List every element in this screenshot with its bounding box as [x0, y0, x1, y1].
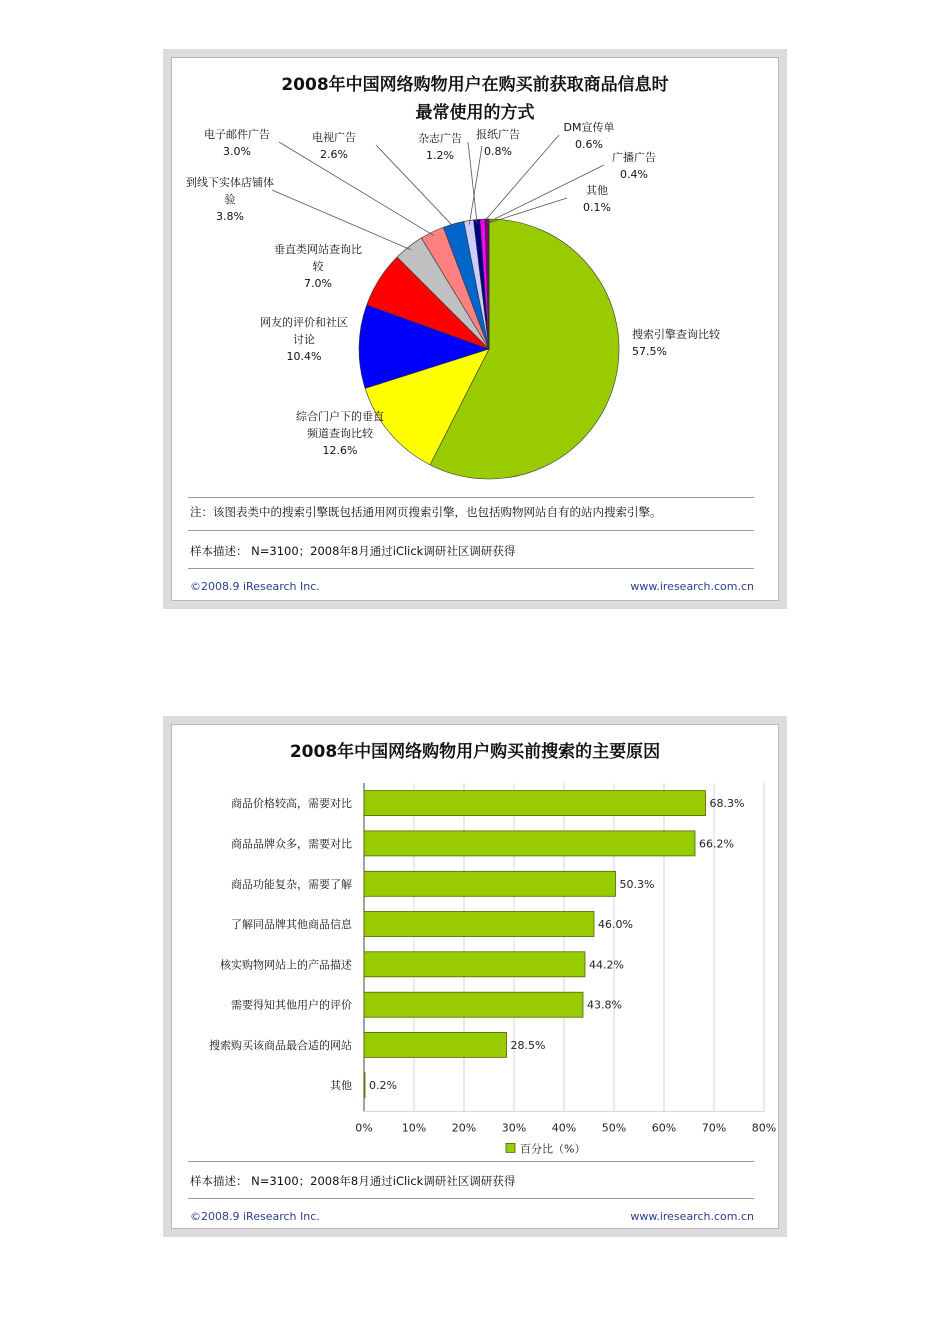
pie-category-label: 其他	[586, 184, 608, 197]
pie-chart-frame	[171, 57, 779, 601]
bar-value-label: 46.0%	[598, 918, 633, 931]
pie-category-label: 较	[312, 260, 324, 273]
bar-category-label: 其他	[330, 1079, 352, 1093]
website: www.iresearch.com.cn	[630, 580, 754, 593]
bar-chart-frame	[171, 724, 779, 1229]
legend-swatch	[506, 1143, 515, 1152]
bar-category-label: 商品价格较高，需要对比	[231, 797, 352, 811]
x-tick-label: 40%	[551, 1121, 577, 1135]
bar	[364, 1073, 365, 1098]
x-tick-label: 70%	[701, 1121, 727, 1135]
pie-value-label: 0.4%	[620, 168, 648, 181]
bar	[364, 871, 616, 896]
pie-chart-sample: 样本描述： N=3100；2008年8月通过iClick调研社区调研获得	[190, 544, 516, 558]
pie-chart-title-line2: 最常使用的方式	[415, 103, 535, 123]
divider	[188, 1198, 754, 1199]
bar	[364, 912, 594, 937]
pie-value-label: 2.6%	[320, 148, 348, 161]
pie-category-label: 杂志广告	[418, 132, 462, 145]
bar	[364, 831, 695, 856]
pie-value-label: 7.0%	[304, 277, 332, 290]
pie-category-label: 电视广告	[312, 131, 356, 144]
bar	[364, 791, 706, 816]
bar-category-label: 商品功能复杂，需要了解	[231, 877, 352, 891]
pie-category-label: 频道查询比较	[307, 427, 373, 440]
x-tick-label: 50%	[601, 1121, 627, 1135]
bar-category-label: 了解同品牌其他商品信息	[231, 918, 352, 931]
bar-chart-panel	[163, 716, 787, 1237]
divider	[188, 497, 754, 498]
x-tick-label: 20%	[451, 1121, 477, 1135]
bar-chart	[172, 773, 778, 1158]
bar	[364, 1032, 507, 1057]
pie-leader-line	[489, 198, 567, 223]
bar-category-label: 需要得知其他用户的评价	[231, 998, 352, 1012]
pie-category-label: 综合门户下的垂直	[296, 410, 384, 423]
pie-value-label: 3.0%	[223, 145, 251, 158]
bar-category-label: 商品品牌众多，需要对比	[231, 837, 352, 851]
x-tick-label: 30%	[501, 1121, 527, 1135]
divider	[188, 1161, 754, 1162]
pie-value-label: 3.8%	[216, 210, 244, 223]
pie-value-label: 10.4%	[286, 350, 322, 363]
pie-value-label: 12.6%	[322, 444, 358, 457]
divider	[188, 530, 754, 531]
pie-leader-line	[279, 142, 434, 236]
pie-category-label: 讨论	[293, 333, 315, 346]
copyright: ©2008.9 iResearch Inc.	[190, 1210, 320, 1223]
bar-value-label: 68.3%	[709, 797, 745, 811]
pie-category-label: 广播广告	[612, 151, 656, 164]
copyright: ©2008.9 iResearch Inc.	[190, 580, 320, 593]
pie-value-label: 0.6%	[575, 138, 603, 151]
pie-leader-line	[272, 190, 411, 250]
pie-value-label: 0.1%	[583, 201, 611, 214]
legend-label: 百分比（%）	[520, 1142, 586, 1156]
pie-value-label: 0.8%	[484, 145, 512, 158]
bar-value-label: 50.3%	[619, 877, 655, 891]
bar-category-label: 核实购物网站上的产品描述	[220, 958, 352, 972]
bar	[364, 992, 583, 1017]
pie-chart-title-line1: 2008年中国网络购物用户在购买前获取商品信息时	[281, 75, 669, 95]
pie-chart	[172, 118, 778, 548]
pie-category-label: 搜索引擎查询比较	[632, 328, 720, 341]
website: www.iresearch.com.cn	[630, 1210, 754, 1223]
bar-value-label: 44.2%	[589, 958, 624, 972]
bar-value-label: 0.2%	[369, 1079, 397, 1093]
bar-chart-title: 2008年中国网络购物用户购买前搜索的主要原因	[289, 742, 661, 762]
bar-category-label: 搜索购买该商品最合适的网站	[209, 1038, 352, 1052]
pie-chart-note: 注：该图表类中的搜索引擎既包括通用网页搜索引擎，也包括购物网站自有的站内搜索引擎。	[190, 505, 662, 519]
divider	[188, 568, 754, 569]
x-tick-label: 80%	[751, 1121, 777, 1135]
bar-chart-sample: 样本描述： N=3100；2008年8月通过iClick调研社区调研获得	[190, 1174, 516, 1188]
pie-value-label: 57.5%	[632, 345, 667, 358]
bar-value-label: 28.5%	[510, 1038, 546, 1052]
bar	[364, 952, 585, 977]
pie-category-label: DM宣传单	[563, 121, 615, 134]
x-tick-label: 0%	[355, 1121, 373, 1135]
pie-value-label: 1.2%	[426, 149, 454, 162]
x-tick-label: 60%	[651, 1121, 677, 1135]
pie-category-label: 报纸广告	[476, 128, 520, 141]
pie-category-label: 电子邮件广告	[204, 128, 270, 141]
pie-category-label: 验	[224, 193, 236, 206]
pie-category-label: 网友的评价和社区	[260, 316, 348, 329]
pie-category-label: 垂直类网站查询比	[274, 243, 362, 256]
bar-value-label: 43.8%	[587, 998, 622, 1012]
pie-chart-panel	[163, 49, 787, 609]
bar-value-label: 66.2%	[699, 837, 734, 851]
x-tick-label: 10%	[401, 1121, 427, 1135]
pie-category-label: 到线下实体店铺体	[186, 176, 274, 189]
